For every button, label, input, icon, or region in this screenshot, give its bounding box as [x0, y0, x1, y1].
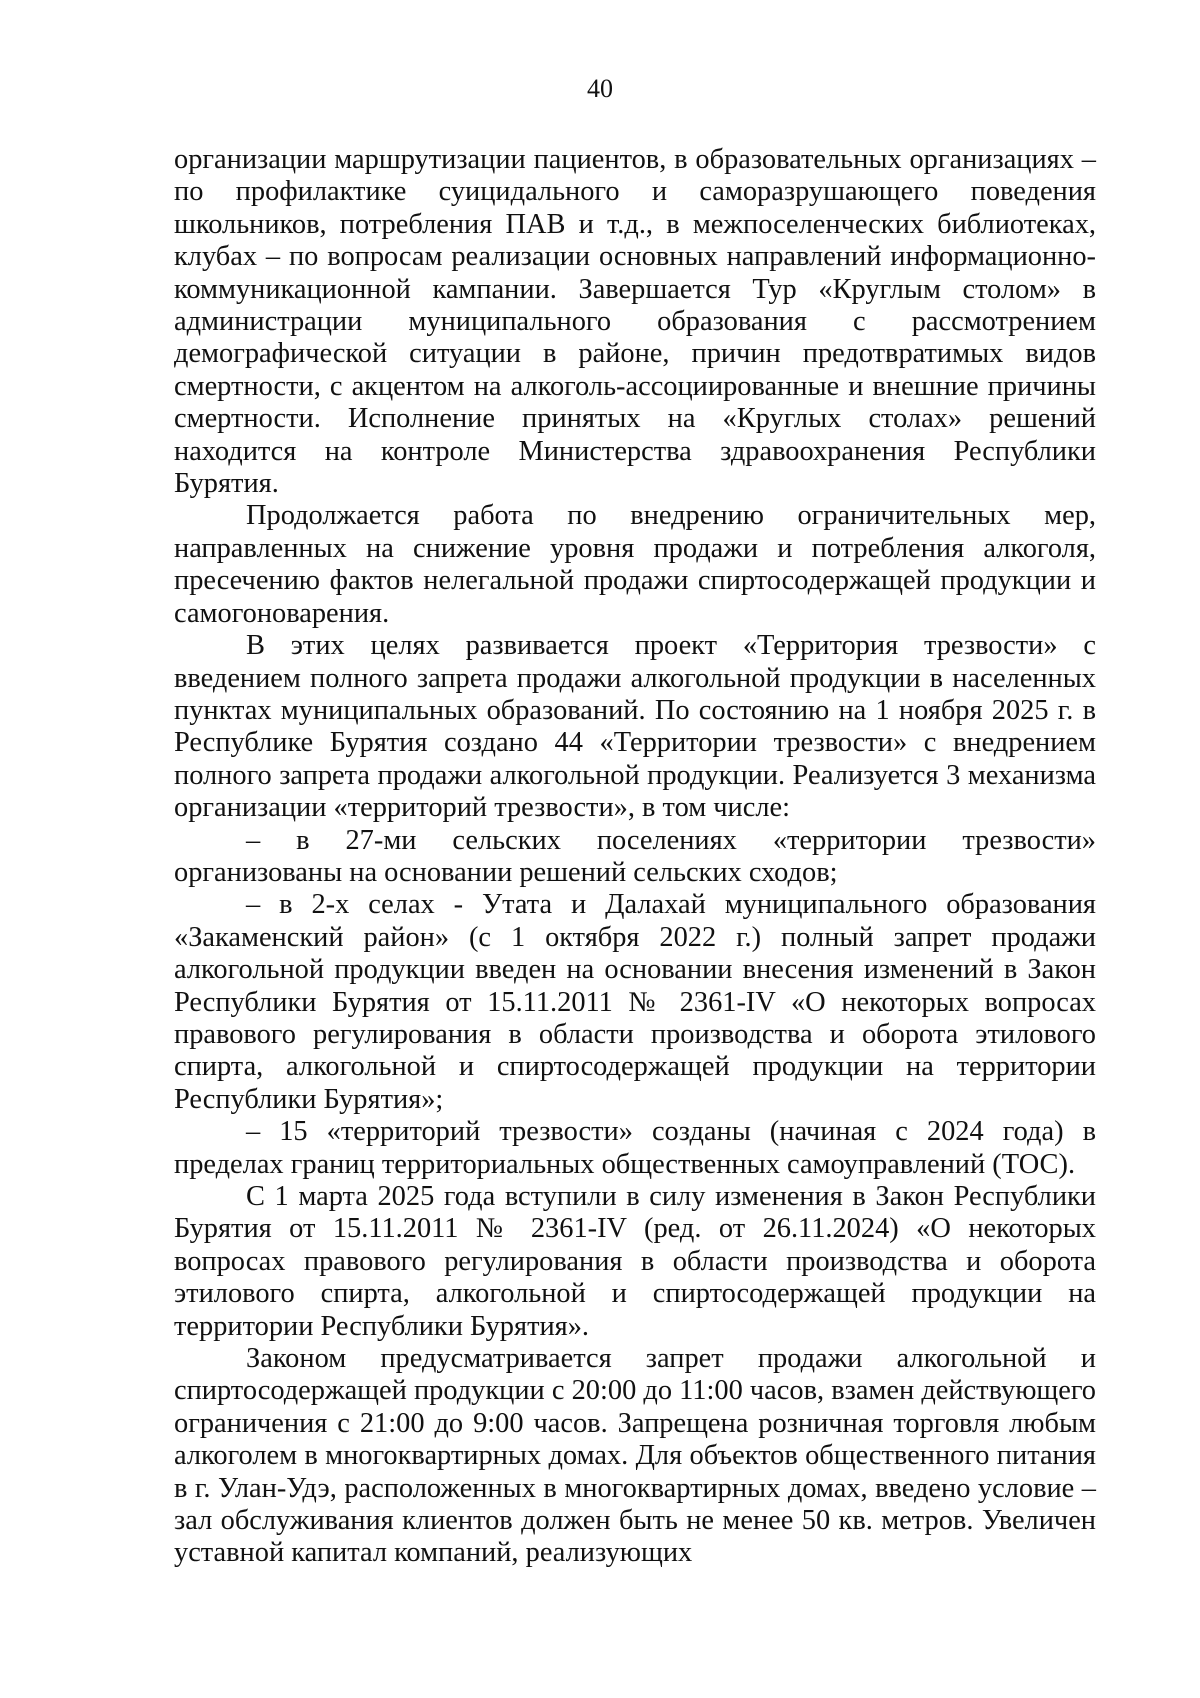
paragraph-law-provisions: Законом предусматривается запрет продажи алкогольной и спиртосодержащей продукции с 20:00 до 11:00 часов, взамен действующего ограничения с 21:00 до 9:00 часов. Запрещена розничная торговля любым алкоголем в многоквартирных домах. Для объектов общественного питания в г. Улан-Удэ, расположенных в многоквартирных домах, введено условие – зал обслуживания клиентов должен быть не менее 50 кв. метров. Увеличен уставной капитал компаний, реализующих	[174, 1343, 1096, 1569]
list-item-two-villages: – в 2-х селах - Утата и Далахай муниципального образования «Закаменский район» (с 1 октября 2022 г.) полный запрет продажи алкогольной продукции введен на основании внесения изменений в Закон Республики Бурятия от 15.11.2011 № 2361-IV «О некоторых вопросах правового регулирования в области производства и оборота этилового спирта, алкогольной и спиртосодержащей продукции на территории Республики Бурятия»;	[174, 889, 1096, 1115]
list-item-rural-settlements: – в 27-ми сельских поселениях «территории трезвости» организованы на основании решений сельских сходов;	[174, 824, 1096, 888]
page-number: 40	[587, 74, 613, 103]
paragraph-law-amendments: С 1 марта 2025 года вступили в силу изменения в Закон Республики Бурятия от 15.11.2011 № 2361-IV (ред. от 26.11.2024) «О некоторых вопросах правового регулирования в области производства и оборота этилового спирта, алкогольной и спиртосодержащей продукции на территории Республики Бурятия».	[174, 1181, 1096, 1342]
paragraph-1: организации маршрутизации пациентов, в образовательных организациях – по профилактике суицидального и саморазрушающего поведения школьников, потребления ПАВ и т.д., в межпоселенческих библиотеках, клубах – по вопросам реализации основных направлений информационно-коммуникационной кампании. Завершается Тур «Круглым столом» в администрации муниципального образования с рассмотрением демографической ситуации в районе, причин предотвратимых видов смертности, с акцентом на алкоголь-ассоциированные и внешние причины смертности. Исполнение принятых на «Круглых столах» решений находится на контроле Министерства здравоохранения Республики Бурятия.	[174, 144, 1096, 500]
document-body	[174, 144, 1096, 1570]
list-item-tos: – 15 «территорий трезвости» созданы (начиная с 2024 года) в пределах границ территориальных общественных самоуправлений (ТОС).	[174, 1116, 1096, 1180]
paragraph-3: В этих целях развивается проект «Территория трезвости» с введением полного запрета продажи алкогольной продукции в населенных пунктах муниципальных образований. По состоянию на 1 ноября 2025 г. в Республике Бурятия создано 44 «Территории трезвости» с внедрением полного запрета продажи алкогольной продукции. Реализуется 3 механизма организации «территорий трезвости», в том числе:	[174, 630, 1096, 824]
paragraph-2: Продолжается работа по внедрению ограничительных мер, направленных на снижение уровня продажи и потребления алкоголя, пресечению фактов нелегальной продажи спиртосодержащей продукции и самогоноварения.	[174, 500, 1096, 629]
